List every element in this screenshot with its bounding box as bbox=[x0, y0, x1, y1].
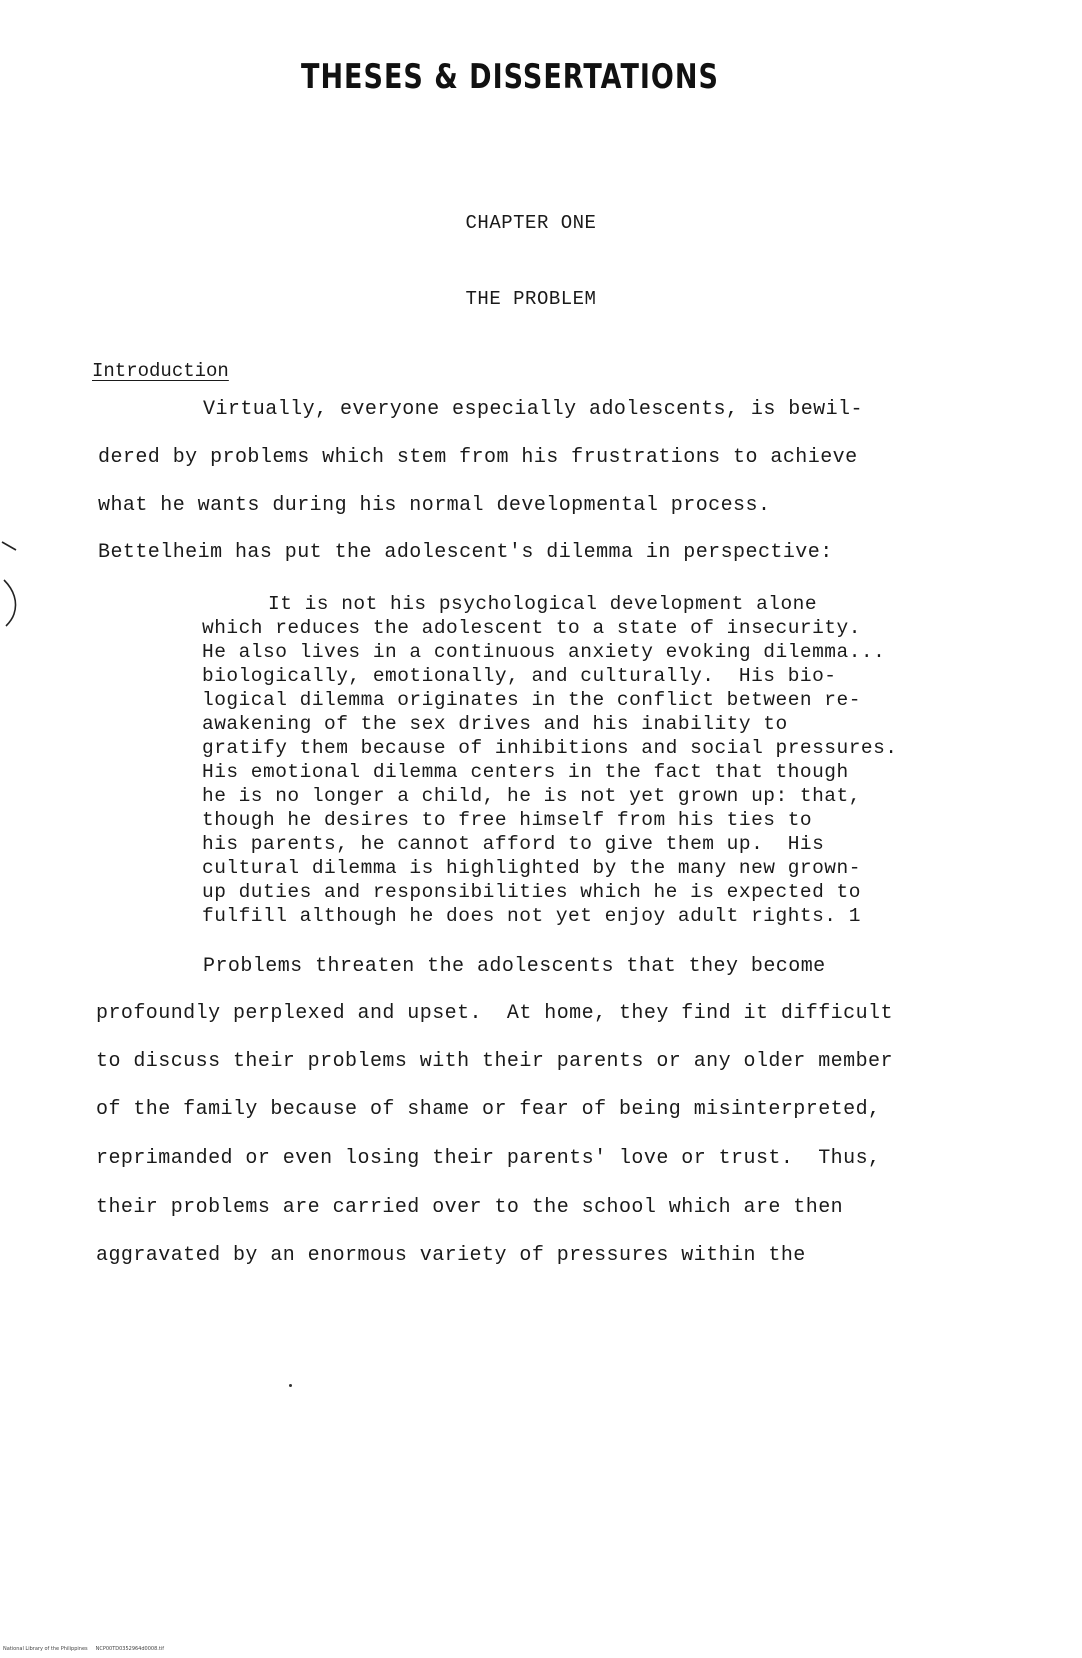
quote-line: gratify them because of inhibitions and social pressures. bbox=[202, 737, 898, 759]
paragraph-line: Problems threaten the adolescents that they become bbox=[203, 955, 826, 978]
quote-line: fulfill although he does not yet enjoy adult rights. 1 bbox=[202, 905, 861, 927]
chapter-title: THE PROBLEM bbox=[465, 288, 597, 310]
scan-footer: National Library of the Philippines NCP00TD0352964d0008.tif bbox=[3, 1646, 164, 1652]
paragraph-line: their problems are carried over to the school which are then bbox=[96, 1196, 844, 1219]
quote-line: his parents, he cannot afford to give them up. His bbox=[202, 833, 825, 855]
quote-line: cultural dilemma is highlighted by the many new grown- bbox=[202, 857, 861, 879]
paragraph-line: Bettelheim has put the adolescent's dilemma in perspective: bbox=[98, 541, 833, 564]
paragraph-line: Virtually, everyone especially adolescents, is bewil- bbox=[203, 398, 863, 421]
section-heading: Introduction bbox=[92, 360, 229, 382]
quote-line: up duties and responsibilities which he is expected to bbox=[202, 881, 861, 903]
margin-pen-mark bbox=[0, 540, 32, 630]
quote-line: which reduces the adolescent to a state of insecurity. bbox=[202, 617, 861, 639]
paragraph-line: reprimanded or even losing their parents' love or trust. Thus, bbox=[96, 1147, 881, 1170]
quote-line: though he desires to free himself from his ties to bbox=[202, 809, 813, 831]
paragraph-line: what he wants during his normal developmental process. bbox=[98, 494, 771, 517]
paragraph-line: dered by problems which stem from his frustrations to achieve bbox=[98, 446, 858, 469]
scan-speck bbox=[289, 1384, 292, 1387]
quote-line: His emotional dilemma centers in the fact that though bbox=[202, 761, 849, 783]
quote-line: awakening of the sex drives and his inability to bbox=[202, 713, 788, 735]
quote-line: He also lives in a continuous anxiety evoking dilemma... bbox=[202, 641, 886, 663]
archive-stamp: THESES & DISSERTATIONS bbox=[301, 58, 719, 97]
paragraph-line: profoundly perplexed and upset. At home, they find it difficult bbox=[96, 1002, 893, 1025]
quote-line: logical dilemma originates in the conflict between re- bbox=[202, 689, 861, 711]
paragraph-line: to discuss their problems with their parents or any older member bbox=[96, 1050, 893, 1073]
quote-line: biologically, emotionally, and culturally. His bio- bbox=[202, 665, 837, 687]
quote-line: It is not his psychological development alone bbox=[268, 593, 818, 615]
quote-line: he is no longer a child, he is not yet grown up: that, bbox=[202, 785, 861, 807]
paragraph-line: of the family because of shame or fear of being misinterpreted, bbox=[96, 1098, 881, 1121]
chapter-heading: CHAPTER ONE bbox=[465, 212, 597, 234]
paragraph-line: aggravated by an enormous variety of pressures within the bbox=[96, 1244, 806, 1267]
